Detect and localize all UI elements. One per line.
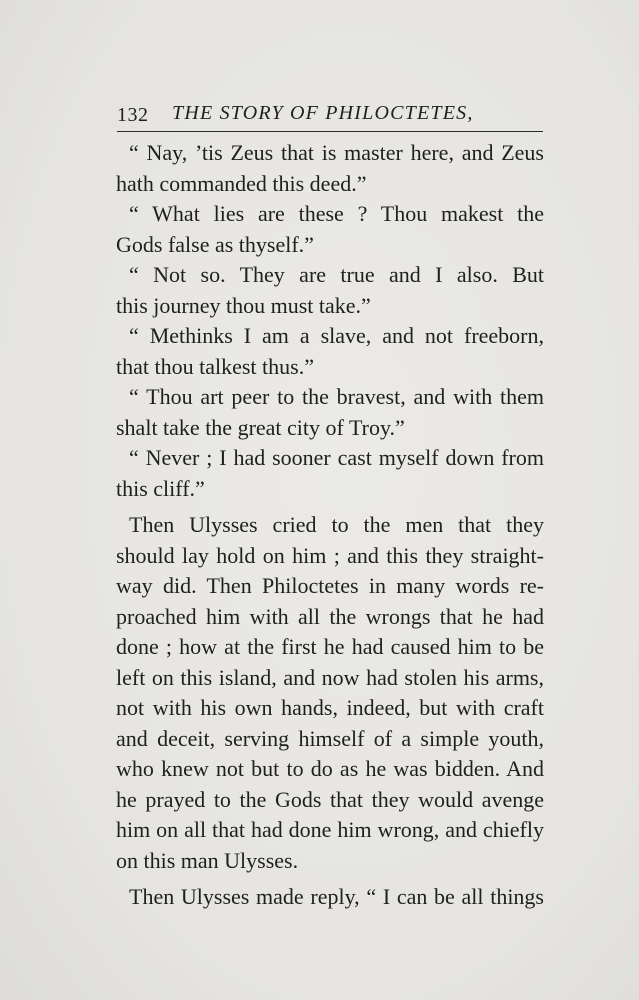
paragraph xyxy=(116,882,544,913)
text-line: this cliff.” xyxy=(116,475,205,501)
text-line: “ What lies are these ? Thou makest the xyxy=(129,201,544,226)
text-line: proached him with all the wrongs that he had xyxy=(116,603,544,629)
text-line: he prayed to the Gods that they would avenge xyxy=(116,786,544,812)
paragraph xyxy=(116,138,544,199)
text-line: and deceit, serving himself of a simple youth, xyxy=(116,725,544,751)
paragraph xyxy=(116,260,544,321)
text-line: should lay hold on him ; and this they straight- xyxy=(116,542,544,568)
paragraph xyxy=(116,321,544,382)
body-text xyxy=(116,138,544,913)
paragraph xyxy=(116,510,544,876)
text-line: way did. Then Philoctetes in many words re- xyxy=(116,573,544,598)
text-line: him on all that had done him wrong, and chiefly xyxy=(116,817,544,842)
page-number: 132 xyxy=(117,104,149,126)
text-line: “ Not so. They are true and I also. But xyxy=(129,262,544,287)
running-head xyxy=(117,98,543,128)
text-line: Then Ulysses made reply, “ I can be all things xyxy=(129,884,544,909)
text-line: on this man Ulysses. xyxy=(116,847,299,873)
paragraph xyxy=(116,443,544,504)
text-line: done ; how at the first he had caused him to be xyxy=(116,634,544,659)
text-line: “ Thou art peer to the bravest, and with them xyxy=(129,384,544,409)
text-line: this journey thou must take.” xyxy=(116,292,371,318)
text-line: Then Ulysses cried to the men that they xyxy=(129,512,544,537)
text-line: that thou talkest thus.” xyxy=(116,353,314,379)
text-line: hath commanded this deed.” xyxy=(116,170,367,196)
text-line: left on this island, and now had stolen his arms, xyxy=(116,664,544,690)
paragraph xyxy=(116,382,544,443)
text-line: Gods false as thyself.” xyxy=(116,231,314,257)
text-line: “ Methinks I am a slave, and not freeborn, xyxy=(129,323,544,348)
header-rule xyxy=(117,131,543,132)
running-title: THE STORY OF PHILOCTETES, xyxy=(172,102,474,124)
text-line: “ Nay, ’tis Zeus that is master here, and Zeus xyxy=(129,140,544,165)
text-line: “ Never ; I had sooner cast myself down from xyxy=(129,445,544,470)
text-line: shalt take the great city of Troy.” xyxy=(116,414,405,440)
paragraph xyxy=(116,199,544,260)
text-line: not with his own hands, indeed, but with craft xyxy=(116,695,544,720)
text-line: who knew not but to do as he was bidden. And xyxy=(116,756,544,781)
